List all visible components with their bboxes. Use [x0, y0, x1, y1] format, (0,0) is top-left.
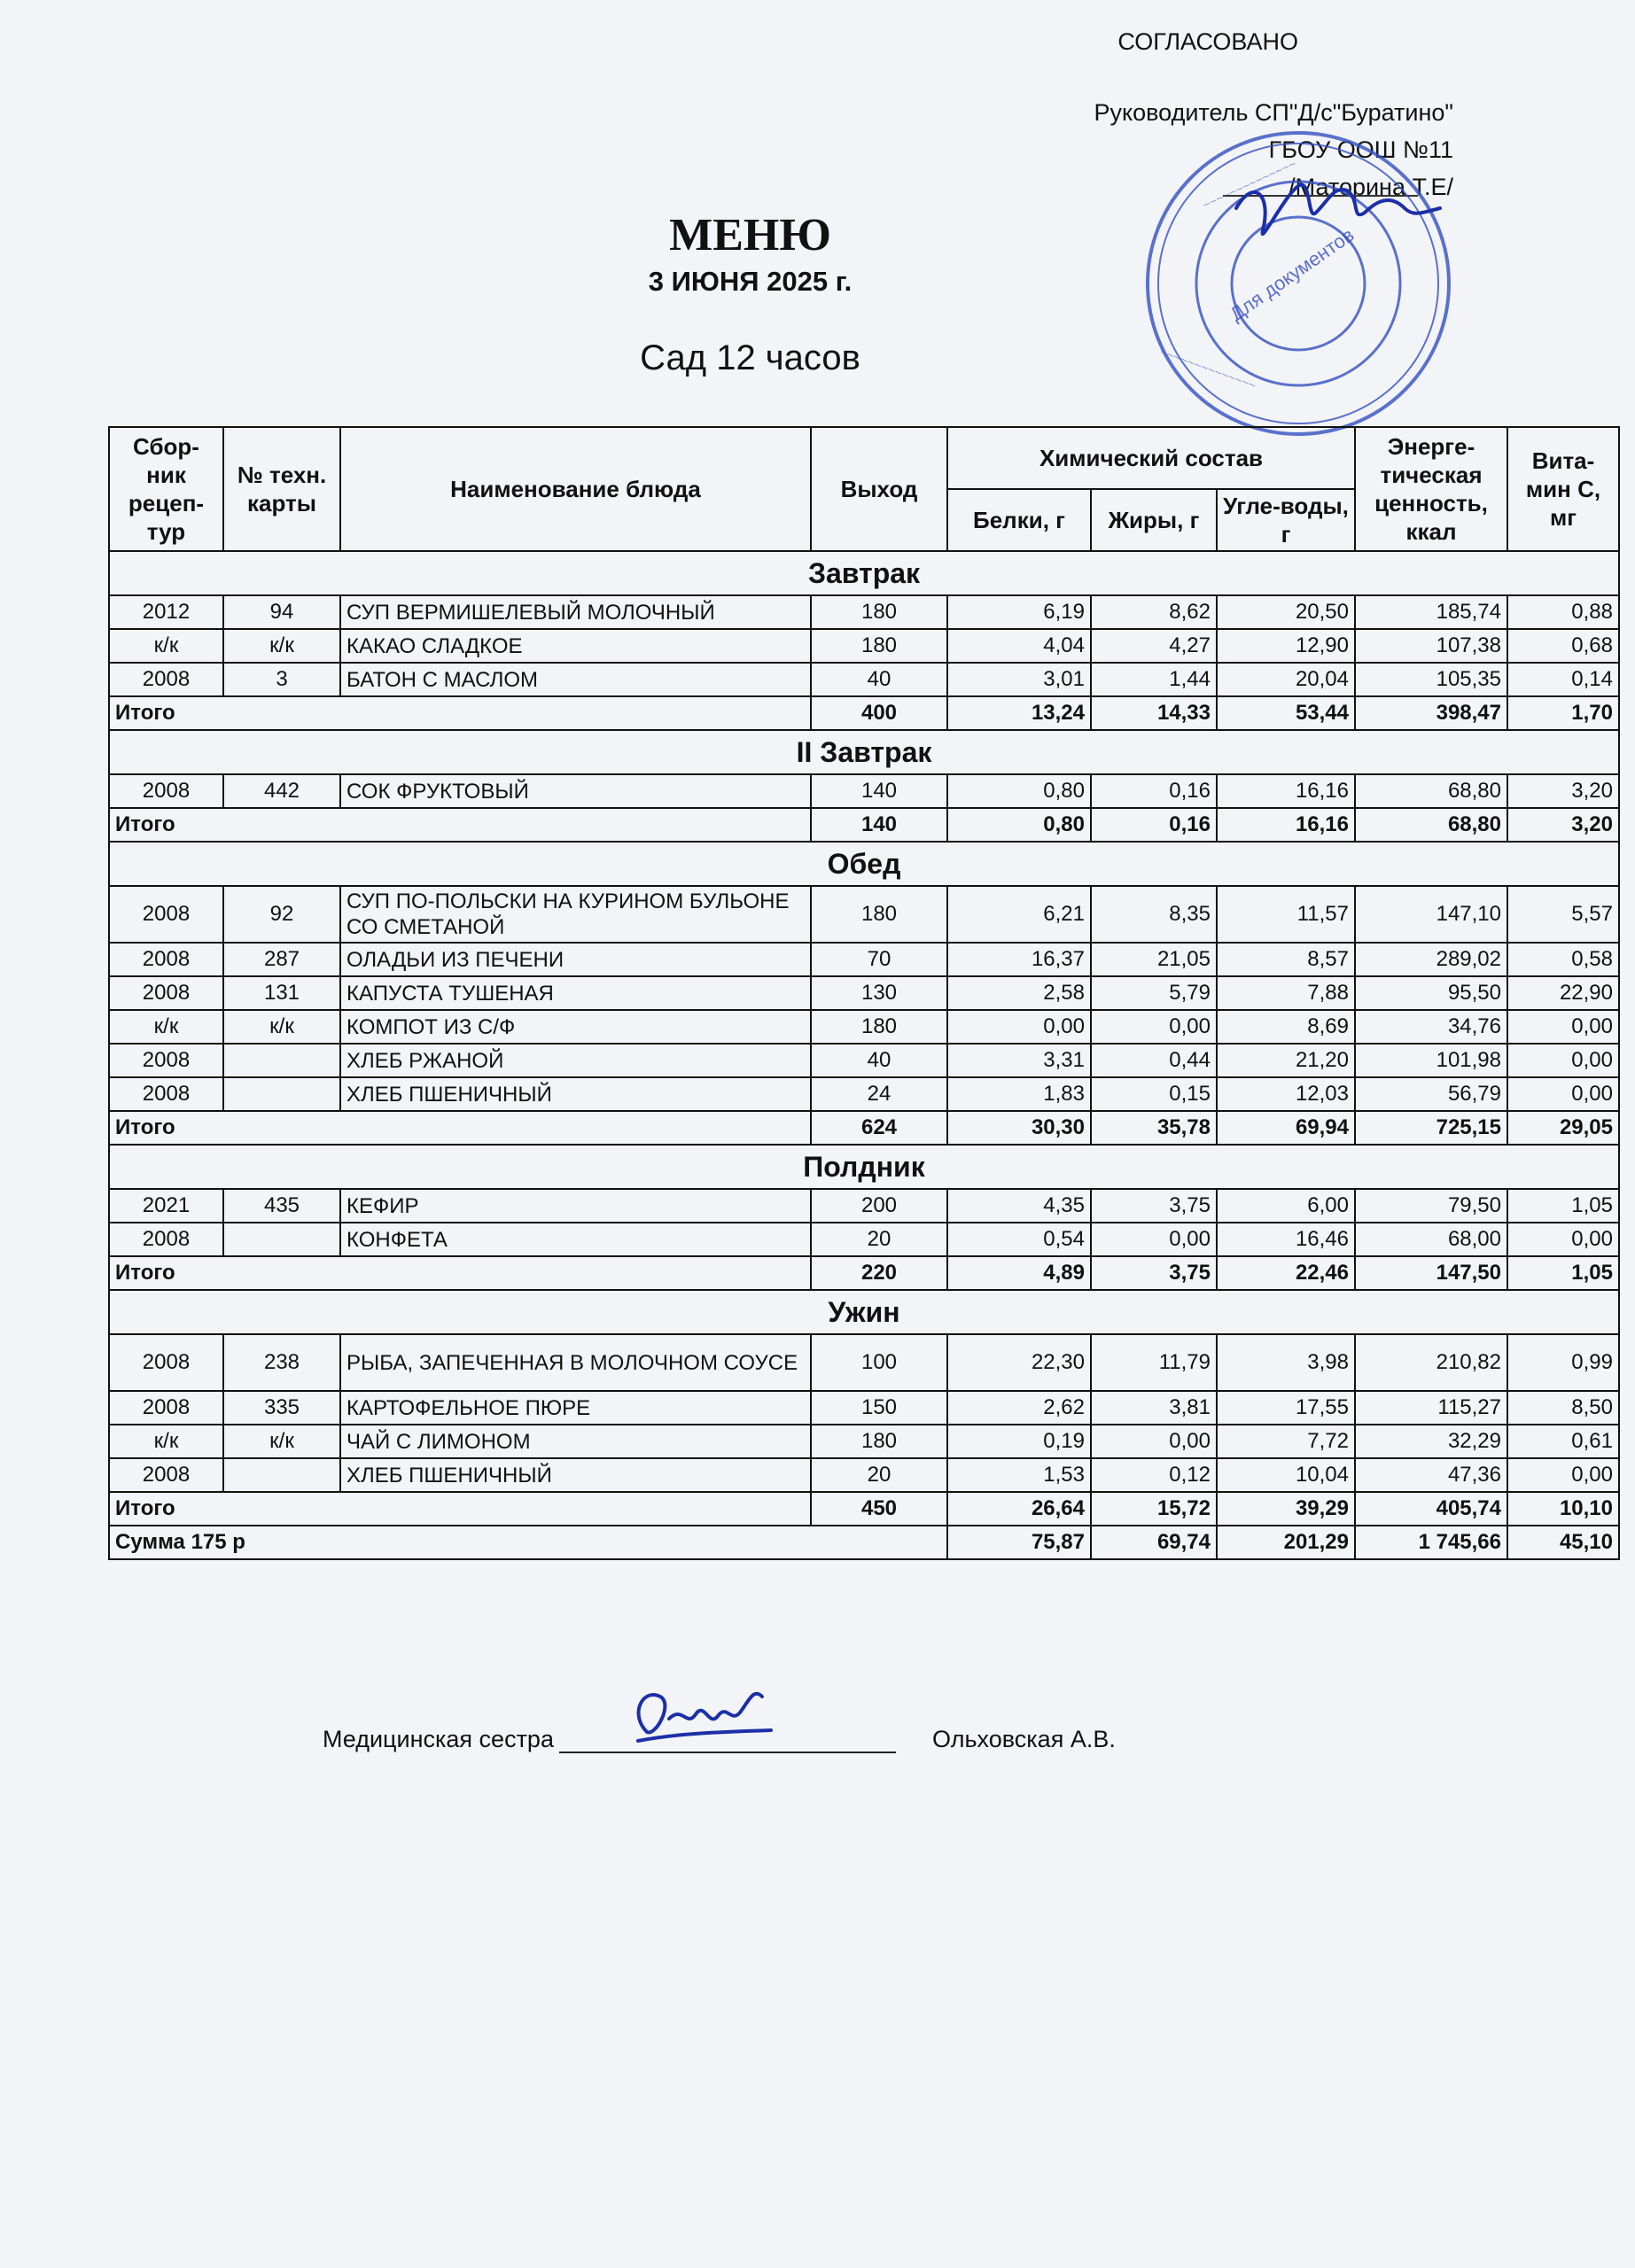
- cell-carbs: 8,69: [1217, 1010, 1355, 1044]
- cell-vitamin-c: 0,00: [1507, 1077, 1619, 1111]
- total-yield: 624: [811, 1111, 947, 1145]
- grand-total-energy: 1 745,66: [1355, 1526, 1507, 1559]
- cell-collection: 2008: [109, 1391, 223, 1425]
- approval-heading: СОГЛАСОВАНО: [1117, 28, 1298, 55]
- cell-protein: 0,54: [947, 1223, 1091, 1256]
- nurse-label: Медицинская сестра: [323, 1726, 554, 1752]
- table-row: [109, 1425, 1619, 1458]
- table-row: [109, 943, 1619, 976]
- cell-carbs: 11,57: [1217, 886, 1355, 943]
- cell-fat: 21,05: [1091, 943, 1217, 976]
- cell-tech-card: [223, 1223, 340, 1256]
- cell-dish-name: СУП ПО-ПОЛЬСКИ НА КУРИНОМ БУЛЬОНЕ СО СМЕТАНОЙ: [340, 886, 811, 943]
- cell-tech-card: 442: [223, 774, 340, 808]
- cell-tech-card: 435: [223, 1189, 340, 1223]
- cell-tech-card: к/к: [223, 1425, 340, 1458]
- cell-energy: 289,02: [1355, 943, 1507, 976]
- section-title: II Завтрак: [109, 730, 1619, 774]
- cell-vitamin-c: 0,14: [1507, 663, 1619, 696]
- grand-total-vitamin-c: 45,10: [1507, 1526, 1619, 1559]
- cell-tech-card: 3: [223, 663, 340, 696]
- total-protein: 0,80: [947, 808, 1091, 842]
- total-label: Итого: [109, 1492, 811, 1526]
- table-row: [109, 663, 1619, 696]
- total-carbs: 39,29: [1217, 1492, 1355, 1526]
- header-chemical: Химический состав: [947, 427, 1355, 489]
- cell-yield: 180: [811, 595, 947, 629]
- cell-fat: 0,44: [1091, 1044, 1217, 1077]
- cell-yield: 70: [811, 943, 947, 976]
- total-energy: 147,50: [1355, 1256, 1507, 1290]
- stamp-center-text: Для документов: [1226, 223, 1359, 326]
- cell-protein: 1,53: [947, 1458, 1091, 1492]
- cell-carbs: 16,16: [1217, 774, 1355, 808]
- cell-protein: 3,31: [947, 1044, 1091, 1077]
- cell-tech-card: 287: [223, 943, 340, 976]
- cell-vitamin-c: 0,88: [1507, 595, 1619, 629]
- table-row: [109, 595, 1619, 629]
- nurse-signature: [620, 1679, 780, 1750]
- total-label: Итого: [109, 808, 811, 842]
- cell-collection: 2008: [109, 1458, 223, 1492]
- cell-collection: к/к: [109, 629, 223, 663]
- table-row: [109, 1458, 1619, 1492]
- section-title: Обед: [109, 842, 1619, 886]
- cell-carbs: 21,20: [1217, 1044, 1355, 1077]
- cell-vitamin-c: 3,20: [1507, 774, 1619, 808]
- cell-tech-card: к/к: [223, 629, 340, 663]
- cell-protein: 4,35: [947, 1189, 1091, 1223]
- table-row: [109, 886, 1619, 943]
- cell-carbs: 8,57: [1217, 943, 1355, 976]
- total-label: Итого: [109, 696, 811, 730]
- cell-yield: 40: [811, 1044, 947, 1077]
- cell-protein: 22,30: [947, 1334, 1091, 1391]
- cell-tech-card: 238: [223, 1334, 340, 1391]
- menu-date: 3 ИЮНЯ 2025 г.: [648, 266, 853, 297]
- table-row: [109, 1044, 1619, 1077]
- approval-organization: ГБОУ ООШ №11: [1268, 136, 1453, 163]
- header-collection: Сбор-ник рецеп-тур: [109, 427, 223, 551]
- cell-fat: 11,79: [1091, 1334, 1217, 1391]
- section-header-row: [109, 730, 1619, 774]
- total-label: Итого: [109, 1111, 811, 1145]
- total-protein: 4,89: [947, 1256, 1091, 1290]
- grand-total-label: Сумма 175 р: [109, 1526, 947, 1559]
- total-energy: 725,15: [1355, 1111, 1507, 1145]
- cell-protein: 1,83: [947, 1077, 1091, 1111]
- cell-protein: 6,21: [947, 886, 1091, 943]
- total-vitamin-c: 10,10: [1507, 1492, 1619, 1526]
- grand-total-fat: 69,74: [1091, 1526, 1217, 1559]
- cell-yield: 20: [811, 1458, 947, 1492]
- total-energy: 398,47: [1355, 696, 1507, 730]
- cell-fat: 0,12: [1091, 1458, 1217, 1492]
- total-label: Итого: [109, 1256, 811, 1290]
- cell-yield: 100: [811, 1334, 947, 1391]
- cell-vitamin-c: 0,99: [1507, 1334, 1619, 1391]
- cell-collection: 2008: [109, 943, 223, 976]
- total-energy: 405,74: [1355, 1492, 1507, 1526]
- total-protein: 13,24: [947, 696, 1091, 730]
- total-fat: 14,33: [1091, 696, 1217, 730]
- page-title: МЕНЮ: [669, 210, 831, 260]
- menu-subtitle: Сад 12 часов: [640, 338, 860, 377]
- cell-collection: к/к: [109, 1010, 223, 1044]
- total-carbs: 22,46: [1217, 1256, 1355, 1290]
- total-protein: 30,30: [947, 1111, 1091, 1145]
- table-row: [109, 1334, 1619, 1391]
- cell-dish-name: КАРТОФЕЛЬНОЕ ПЮРЕ: [340, 1391, 811, 1425]
- cell-vitamin-c: 0,00: [1507, 1223, 1619, 1256]
- cell-energy: 210,82: [1355, 1334, 1507, 1391]
- cell-carbs: 7,88: [1217, 976, 1355, 1010]
- header-carbs: Угле-воды, г: [1217, 489, 1355, 551]
- section-title: Завтрак: [109, 551, 1619, 595]
- svg-text:~~~~~~~~~~~~~~: ~~~~~~~~~~~~~~: [1200, 156, 1298, 213]
- table-row: [109, 629, 1619, 663]
- total-fat: 15,72: [1091, 1492, 1217, 1526]
- total-fat: 0,16: [1091, 808, 1217, 842]
- cell-yield: 150: [811, 1391, 947, 1425]
- total-carbs: 16,16: [1217, 808, 1355, 842]
- header-energy: Энерге-тическая ценность, ккал: [1355, 427, 1507, 551]
- cell-collection: 2008: [109, 663, 223, 696]
- cell-carbs: 7,72: [1217, 1425, 1355, 1458]
- table-row: [109, 976, 1619, 1010]
- cell-protein: 16,37: [947, 943, 1091, 976]
- menu-table: [108, 426, 1620, 1560]
- cell-carbs: 20,04: [1217, 663, 1355, 696]
- cell-tech-card: 335: [223, 1391, 340, 1425]
- cell-vitamin-c: 5,57: [1507, 886, 1619, 943]
- cell-dish-name: КАПУСТА ТУШЕНАЯ: [340, 976, 811, 1010]
- cell-fat: 0,00: [1091, 1223, 1217, 1256]
- cell-tech-card: 94: [223, 595, 340, 629]
- total-fat: 3,75: [1091, 1256, 1217, 1290]
- cell-energy: 185,74: [1355, 595, 1507, 629]
- total-vitamin-c: 1,05: [1507, 1256, 1619, 1290]
- table-row: [109, 1010, 1619, 1044]
- nurse-name: Ольховская А.В.: [932, 1726, 1116, 1752]
- cell-collection: 2008: [109, 1223, 223, 1256]
- cell-protein: 6,19: [947, 595, 1091, 629]
- cell-energy: 107,38: [1355, 629, 1507, 663]
- cell-carbs: 3,98: [1217, 1334, 1355, 1391]
- cell-fat: 4,27: [1091, 629, 1217, 663]
- total-yield: 220: [811, 1256, 947, 1290]
- cell-vitamin-c: 0,00: [1507, 1044, 1619, 1077]
- table-row: [109, 1077, 1619, 1111]
- cell-energy: 56,79: [1355, 1077, 1507, 1111]
- header-dish: Наименование блюда: [340, 427, 811, 551]
- cell-tech-card: [223, 1044, 340, 1077]
- cell-energy: 47,36: [1355, 1458, 1507, 1492]
- cell-dish-name: РЫБА, ЗАПЕЧЕННАЯ В МОЛОЧНОМ СОУСЕ: [340, 1334, 811, 1391]
- table-row: [109, 1391, 1619, 1425]
- approval-position: Руководитель СП"Д/с"Буратино": [1094, 99, 1453, 126]
- cell-carbs: 16,46: [1217, 1223, 1355, 1256]
- cell-vitamin-c: 0,68: [1507, 629, 1619, 663]
- table-row: [109, 1189, 1619, 1223]
- total-carbs: 69,94: [1217, 1111, 1355, 1145]
- cell-vitamin-c: 22,90: [1507, 976, 1619, 1010]
- cell-collection: 2008: [109, 1044, 223, 1077]
- header-tech-card: № техн. карты: [223, 427, 340, 551]
- cell-carbs: 12,03: [1217, 1077, 1355, 1111]
- total-vitamin-c: 1,70: [1507, 696, 1619, 730]
- section-header-row: [109, 1290, 1619, 1334]
- grand-total-row: [109, 1526, 1619, 1559]
- cell-energy: 147,10: [1355, 886, 1507, 943]
- cell-vitamin-c: 8,50: [1507, 1391, 1619, 1425]
- nurse-signature-block: [323, 1726, 901, 1753]
- cell-yield: 180: [811, 1425, 947, 1458]
- cell-fat: 0,16: [1091, 774, 1217, 808]
- grand-total-protein: 75,87: [947, 1526, 1091, 1559]
- header-yield: Выход: [811, 427, 947, 551]
- section-total-row: [109, 1111, 1619, 1145]
- cell-fat: 5,79: [1091, 976, 1217, 1010]
- cell-protein: 2,62: [947, 1391, 1091, 1425]
- total-yield: 140: [811, 808, 947, 842]
- cell-yield: 200: [811, 1189, 947, 1223]
- cell-protein: 0,19: [947, 1425, 1091, 1458]
- total-protein: 26,64: [947, 1492, 1091, 1526]
- total-yield: 450: [811, 1492, 947, 1526]
- cell-fat: 3,81: [1091, 1391, 1217, 1425]
- cell-fat: 8,62: [1091, 595, 1217, 629]
- cell-dish-name: ОЛАДЬИ ИЗ ПЕЧЕНИ: [340, 943, 811, 976]
- cell-vitamin-c: 0,58: [1507, 943, 1619, 976]
- cell-carbs: 10,04: [1217, 1458, 1355, 1492]
- cell-vitamin-c: 0,00: [1507, 1458, 1619, 1492]
- cell-fat: 3,75: [1091, 1189, 1217, 1223]
- cell-tech-card: [223, 1077, 340, 1111]
- cell-dish-name: КАКАО СЛАДКОЕ: [340, 629, 811, 663]
- cell-dish-name: СУП ВЕРМИШЕЛЕВЫЙ МОЛОЧНЫЙ: [340, 595, 811, 629]
- section-title: Полдник: [109, 1145, 1619, 1189]
- section-title: Ужин: [109, 1290, 1619, 1334]
- cell-energy: 101,98: [1355, 1044, 1507, 1077]
- cell-collection: 2008: [109, 1077, 223, 1111]
- cell-tech-card: 92: [223, 886, 340, 943]
- cell-dish-name: СОК ФРУКТОВЫЙ: [340, 774, 811, 808]
- cell-yield: 130: [811, 976, 947, 1010]
- cell-energy: 68,00: [1355, 1223, 1507, 1256]
- cell-vitamin-c: 0,61: [1507, 1425, 1619, 1458]
- total-vitamin-c: 29,05: [1507, 1111, 1619, 1145]
- cell-vitamin-c: 1,05: [1507, 1189, 1619, 1223]
- cell-carbs: 20,50: [1217, 595, 1355, 629]
- total-vitamin-c: 3,20: [1507, 808, 1619, 842]
- cell-vitamin-c: 0,00: [1507, 1010, 1619, 1044]
- cell-protein: 4,04: [947, 629, 1091, 663]
- cell-yield: 180: [811, 1010, 947, 1044]
- cell-dish-name: КОМПОТ ИЗ С/Ф: [340, 1010, 811, 1044]
- svg-text:~~~~~~~~~~~~~~: ~~~~~~~~~~~~~~: [1157, 344, 1258, 393]
- cell-yield: 180: [811, 886, 947, 943]
- cell-tech-card: 131: [223, 976, 340, 1010]
- cell-fat: 8,35: [1091, 886, 1217, 943]
- section-total-row: [109, 1256, 1619, 1290]
- table-row: [109, 1223, 1619, 1256]
- section-total-row: [109, 696, 1619, 730]
- cell-collection: 2008: [109, 886, 223, 943]
- cell-yield: 20: [811, 1223, 947, 1256]
- cell-collection: 2012: [109, 595, 223, 629]
- cell-carbs: 12,90: [1217, 629, 1355, 663]
- cell-fat: 1,44: [1091, 663, 1217, 696]
- section-header-row: [109, 1145, 1619, 1189]
- table-row: [109, 774, 1619, 808]
- cell-carbs: 6,00: [1217, 1189, 1355, 1223]
- cell-energy: 105,35: [1355, 663, 1507, 696]
- section-total-row: [109, 808, 1619, 842]
- cell-collection: 2008: [109, 1334, 223, 1391]
- cell-energy: 79,50: [1355, 1189, 1507, 1223]
- cell-tech-card: [223, 1458, 340, 1492]
- section-total-row: [109, 1492, 1619, 1526]
- cell-collection: 2021: [109, 1189, 223, 1223]
- cell-yield: 40: [811, 663, 947, 696]
- cell-collection: 2008: [109, 774, 223, 808]
- cell-tech-card: к/к: [223, 1010, 340, 1044]
- cell-fat: 0,15: [1091, 1077, 1217, 1111]
- total-carbs: 53,44: [1217, 696, 1355, 730]
- cell-dish-name: ЧАЙ С ЛИМОНОМ: [340, 1425, 811, 1458]
- cell-protein: 0,80: [947, 774, 1091, 808]
- cell-dish-name: ХЛЕБ ПШЕНИЧНЫЙ: [340, 1077, 811, 1111]
- cell-yield: 180: [811, 629, 947, 663]
- grand-total-carbs: 201,29: [1217, 1526, 1355, 1559]
- cell-energy: 115,27: [1355, 1391, 1507, 1425]
- section-header-row: [109, 842, 1619, 886]
- header-protein: Белки, г: [947, 489, 1091, 551]
- cell-energy: 95,50: [1355, 976, 1507, 1010]
- header-fat: Жиры, г: [1091, 489, 1217, 551]
- total-energy: 68,80: [1355, 808, 1507, 842]
- cell-energy: 32,29: [1355, 1425, 1507, 1458]
- total-yield: 400: [811, 696, 947, 730]
- total-fat: 35,78: [1091, 1111, 1217, 1145]
- menu-body: [109, 551, 1619, 1559]
- cell-energy: 68,80: [1355, 774, 1507, 808]
- cell-collection: к/к: [109, 1425, 223, 1458]
- cell-dish-name: БАТОН С МАСЛОМ: [340, 663, 811, 696]
- cell-dish-name: ХЛЕБ ПШЕНИЧНЫЙ: [340, 1458, 811, 1492]
- cell-protein: 3,01: [947, 663, 1091, 696]
- cell-protein: 0,00: [947, 1010, 1091, 1044]
- approval-signer: /Маторина Т.Е/: [1289, 174, 1453, 200]
- cell-carbs: 17,55: [1217, 1391, 1355, 1425]
- cell-dish-name: ХЛЕБ РЖАНОЙ: [340, 1044, 811, 1077]
- cell-fat: 0,00: [1091, 1425, 1217, 1458]
- cell-dish-name: КЕФИР: [340, 1189, 811, 1223]
- cell-collection: 2008: [109, 976, 223, 1010]
- cell-protein: 2,58: [947, 976, 1091, 1010]
- cell-yield: 140: [811, 774, 947, 808]
- cell-yield: 24: [811, 1077, 947, 1111]
- cell-fat: 0,00: [1091, 1010, 1217, 1044]
- cell-energy: 34,76: [1355, 1010, 1507, 1044]
- header-vitamin-c: Вита-мин С, мг: [1507, 427, 1619, 551]
- section-header-row: [109, 551, 1619, 595]
- cell-dish-name: КОНФЕТА: [340, 1223, 811, 1256]
